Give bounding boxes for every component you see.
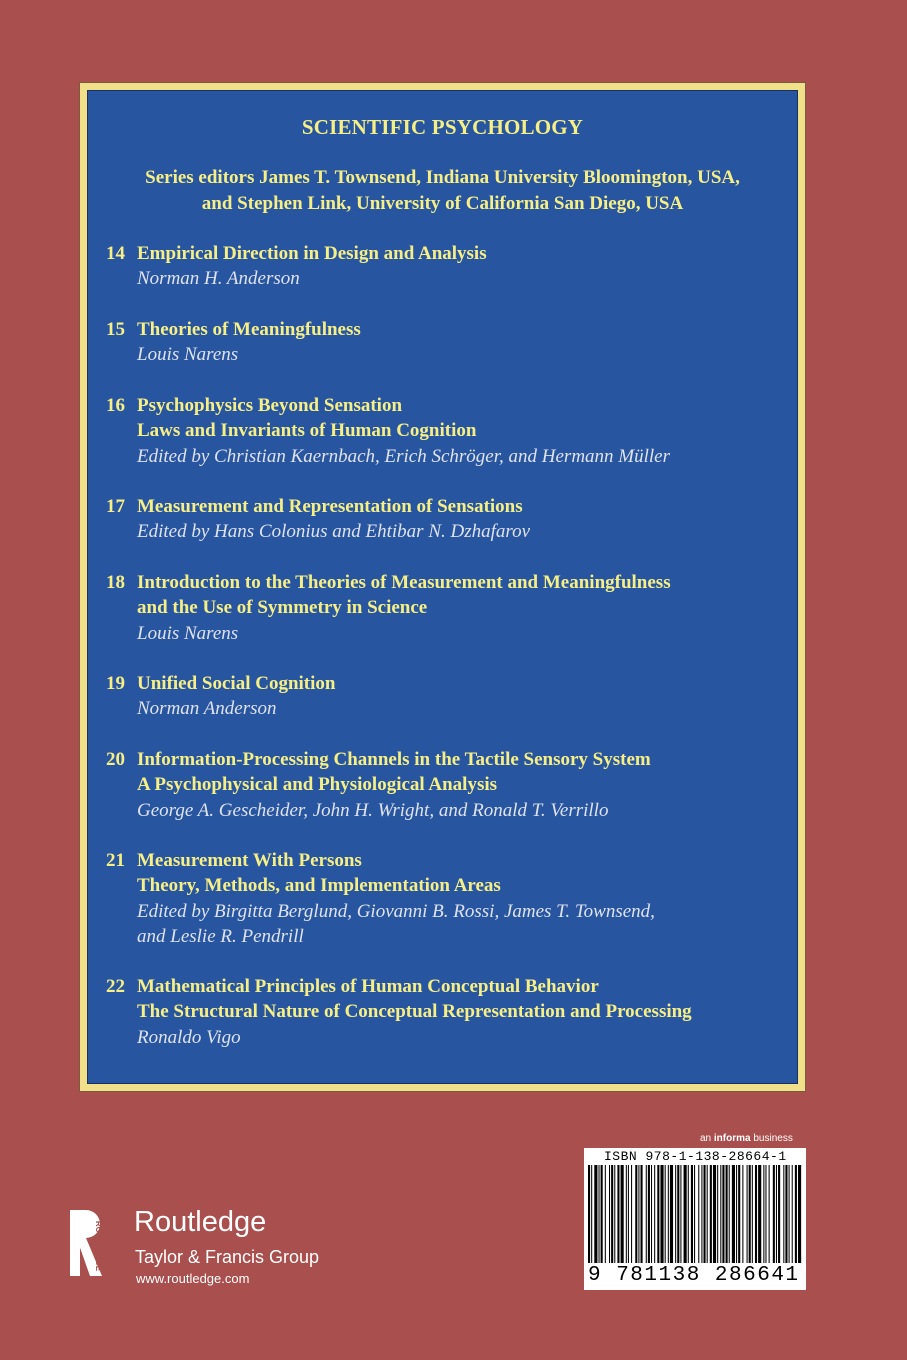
book-lines	[137, 570, 787, 646]
barcode-bar	[614, 1165, 615, 1263]
book-author: George A. Gescheider, John H. Wright, and Ronald T. Verrillo	[137, 799, 609, 821]
book-title: Unified Social Cognition	[137, 673, 336, 694]
barcode-bar	[680, 1165, 681, 1263]
book-lines	[137, 494, 787, 545]
barcode-bar	[726, 1165, 728, 1263]
barcode-bar	[785, 1165, 787, 1263]
barcode-bar	[722, 1165, 724, 1263]
barcode-bar	[752, 1165, 753, 1263]
book-lines	[137, 393, 787, 469]
book-author: and Leslie R. Pendrill	[137, 925, 304, 947]
isbn-barcode	[584, 1148, 806, 1290]
barcode-bar	[749, 1165, 751, 1263]
barcode-bar	[599, 1165, 600, 1263]
book-author: Louis Narens	[137, 344, 239, 366]
barcode-bar	[601, 1165, 603, 1263]
barcode-bar	[783, 1165, 784, 1263]
book-title: Measurement With Persons	[137, 850, 362, 871]
barcode-bar	[594, 1165, 597, 1263]
publisher-group: Taylor & Francis Group	[135, 1247, 320, 1267]
barcode-bar	[707, 1165, 708, 1263]
barcode-bar	[701, 1165, 702, 1263]
series-panel	[87, 90, 798, 1084]
barcode-bar	[792, 1165, 793, 1263]
barcode-bar	[651, 1165, 652, 1263]
barcode-bar	[646, 1165, 647, 1263]
book-author: Norman H. Anderson	[137, 268, 300, 290]
book-number: 14	[106, 243, 125, 264]
barcode-bar	[698, 1165, 699, 1263]
series-title: SCIENTIFIC PSYCHOLOGY	[301, 115, 584, 139]
barcode-bar	[635, 1165, 637, 1263]
barcode-bar	[732, 1165, 735, 1263]
book-number: 16	[106, 395, 125, 416]
barcode-bar	[631, 1165, 632, 1263]
barcode-bar	[789, 1165, 790, 1263]
book-number: 22	[106, 976, 125, 997]
barcode-bar	[720, 1165, 721, 1263]
barcode-bar	[675, 1165, 676, 1263]
routledge-logo-icon	[66, 1206, 106, 1280]
book-number: 18	[106, 572, 125, 593]
series-panel-frame	[79, 82, 806, 1092]
barcode-bar	[747, 1165, 748, 1263]
book-title: The Structural Nature of Conceptual Representation and Processing	[137, 1001, 692, 1023]
book-title: Measurement and Representation of Sensations	[137, 496, 523, 517]
barcode-bar	[665, 1165, 666, 1263]
publisher-name: Routledge	[134, 1206, 267, 1238]
barcode-bar	[776, 1165, 777, 1263]
barcode-bar	[691, 1165, 693, 1263]
book-title: Information-Processing Channels in the Tactile Sensory System	[137, 749, 651, 770]
barcode-bar	[617, 1165, 619, 1263]
barcode-bar	[713, 1165, 716, 1263]
barcode-bar	[609, 1165, 610, 1263]
barcode-bar	[670, 1165, 673, 1263]
barcode-bar	[710, 1165, 712, 1263]
barcode-bar	[588, 1165, 590, 1263]
book-number: 15	[106, 319, 125, 340]
barcode-bar	[717, 1165, 718, 1263]
barcode-bar	[621, 1165, 624, 1263]
book-lines	[137, 747, 787, 823]
barcode-bar	[769, 1165, 770, 1263]
barcode-bar	[628, 1165, 629, 1263]
barcode-bar	[763, 1165, 764, 1263]
book-title: Theories of Meaningfulness	[137, 319, 361, 340]
book-title: Mathematical Principles of Human Conceptual Behavior	[137, 976, 599, 997]
book-title: Introduction to the Theories of Measurement and Meaningfulness	[137, 572, 671, 593]
barcode-digits: 9 781138 286641	[588, 1264, 800, 1287]
barcode-bar	[657, 1165, 659, 1263]
tagline-brand: informa	[713, 1133, 751, 1144]
book-number: 17	[106, 496, 125, 517]
barcode-bar	[729, 1165, 730, 1263]
book-author: Edited by Hans Colonius and Ehtibar N. Dzhafarov	[137, 521, 531, 543]
barcode-bar	[654, 1165, 655, 1263]
barcode-bar	[684, 1165, 687, 1263]
book-title: and the Use of Symmetry in Science	[137, 597, 428, 619]
book-number: 20	[106, 749, 125, 770]
book-lines	[137, 671, 787, 722]
barcode-bar	[660, 1165, 663, 1263]
book-author: Norman Anderson	[137, 698, 277, 720]
barcode-bar	[648, 1165, 650, 1263]
barcode-bar	[605, 1165, 606, 1263]
barcode-bar	[778, 1165, 780, 1263]
barcode-bar	[626, 1165, 627, 1263]
barcode-bar	[641, 1165, 643, 1263]
barcode-bar	[738, 1165, 740, 1263]
barcode-bar	[765, 1165, 766, 1263]
tagline-suffix: business	[750, 1133, 793, 1144]
book-author: Louis Narens	[137, 622, 239, 644]
barcode-bar	[704, 1165, 706, 1263]
series-editors	[88, 165, 797, 217]
barcode-bar	[688, 1165, 689, 1263]
tagline-prefix: an	[700, 1133, 714, 1144]
barcode-bar	[795, 1165, 797, 1263]
book-title: A Psychophysical and Physiological Analysis	[137, 774, 498, 796]
series-editors-line: Series editors James T. Townsend, Indiana University Bloomington, USA,	[145, 167, 740, 188]
informa-tagline	[700, 1133, 793, 1144]
book-author: Edited by Birgitta Berglund, Giovanni B. Rossi, James T. Townsend,	[137, 900, 655, 922]
book-number: 19	[106, 673, 125, 694]
book-lines	[137, 974, 787, 1050]
book-title: Psychophysics Beyond Sensation	[137, 395, 403, 416]
barcode-bar	[773, 1165, 775, 1263]
barcode-bar	[668, 1165, 669, 1263]
barcode-bar	[591, 1165, 592, 1263]
book-title: Laws and Invariants of Human Cognition	[137, 420, 477, 442]
series-editors-line: and Stephen Link, University of California San Diego, USA	[201, 193, 684, 214]
book-author: Ronaldo Vigo	[137, 1026, 241, 1048]
publisher-url[interactable]: www.routledge.com	[136, 1271, 250, 1286]
book-lines	[137, 317, 787, 368]
barcode-bar	[677, 1165, 679, 1263]
book-number: 21	[106, 850, 125, 871]
barcode-bars	[588, 1165, 802, 1265]
barcode-bar	[638, 1165, 639, 1263]
barcode-bar	[736, 1165, 737, 1263]
barcode-bar	[758, 1165, 761, 1263]
book-author: Edited by Christian Kaernbach, Erich Schröger, and Hermann Müller	[137, 445, 671, 467]
barcode-bar	[694, 1165, 695, 1263]
barcode-bar	[798, 1165, 801, 1263]
routledge-logo-text: ROUTLEDGE	[94, 1220, 103, 1272]
book-lines	[137, 241, 787, 292]
book-title: Empirical Direction in Design and Analysis	[137, 243, 487, 264]
isbn-label: ISBN 978-1-138-28664-1	[604, 1149, 787, 1164]
book-title: Theory, Methods, and Implementation Areas	[137, 875, 501, 897]
barcode-bar	[611, 1165, 613, 1263]
barcode-bar	[755, 1165, 757, 1263]
book-lines	[137, 848, 787, 949]
barcode-bar	[742, 1165, 743, 1263]
